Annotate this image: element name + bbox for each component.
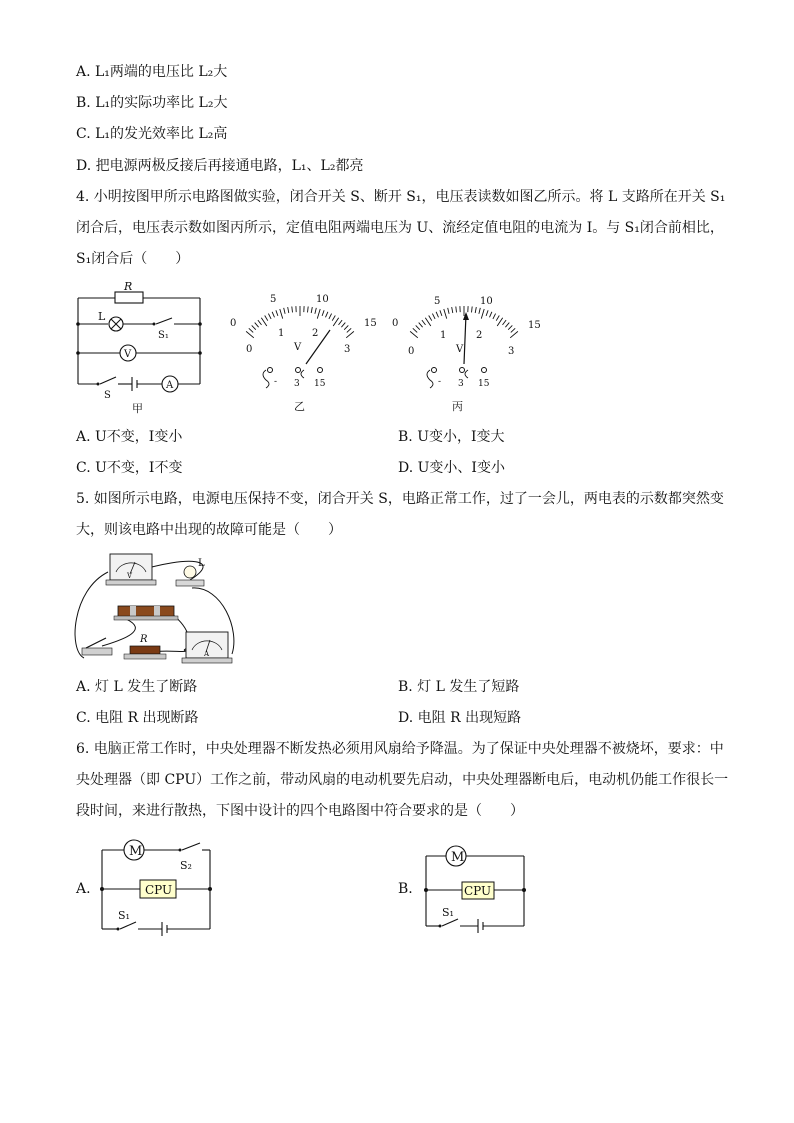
q6-a-s2-label: S₂ [180,859,192,872]
q4-stem-line-1: 4. 小明按图甲所示电路图做实验，闭合开关 S、断开 S₁，电压表读数如图乙所示。将 L 支路所在开关 S₁ [76,189,726,205]
meter-tick [339,320,343,325]
q6-circuit-b [420,842,530,934]
q5-option-b: B. 灯 L 发生了短路 [398,679,520,695]
meter-tick [341,323,345,328]
meter-tick [311,307,312,313]
q3-option-a: A. L₁两端的电压比 L₂大 [76,64,228,80]
q6-fig-a-label: A. [76,881,91,897]
meter-tick [444,309,447,319]
ammeter-symbol: A [166,380,174,391]
scale-top-5: 5 [270,294,277,305]
q6-fig-b-label: B. [398,881,413,897]
meter-tick [315,308,316,314]
q5-option-d: D. 电阻 R 出现短路 [398,710,522,726]
q4-option-b: B. U变小，I变大 [398,429,505,445]
terminal-3: 3 [458,379,464,389]
meter-tick [419,323,423,328]
meter-needle [464,314,466,364]
scale-bottom-1: 1 [440,330,447,341]
meter-tick [440,310,442,316]
q3-option-c: C. L₁的发光效率比 L₂高 [76,126,228,142]
meter-tick [422,320,426,325]
meter-tick [452,307,453,313]
q4-option-d: D. U变小、I变小 [398,460,505,476]
meter-tick [265,316,268,321]
meter-tick [508,325,512,329]
meter-tick [475,307,476,313]
scale-bottom-2: 2 [312,328,319,339]
meter-tick [288,307,289,313]
meter-tick [333,318,339,326]
meter-tick [486,310,488,316]
meter-tick [326,312,328,318]
scale-top-0: 0 [392,318,399,329]
meter-tick [317,309,320,319]
q4-stem-line-3: S₁闭合后（ ） [76,251,190,267]
q6-stem-line-1: 6. 电脑正常工作时，中央处理器不断发热必须用风扇给予降温。为了保证中央处理器不被烧坏，要求：中 [76,741,724,757]
meter-tick [425,318,431,326]
scale-bottom-1: 1 [278,328,285,339]
terminal-3: 3 [294,379,300,389]
scale-bottom-0: 0 [408,346,415,357]
scale-top-5: 5 [434,296,441,307]
fig-caption-jia: 甲 [132,402,143,415]
q4-stem-line-2: 闭合后，电压表示数如图丙所示，定值电阻两端电压为 U、流经定值电阻的电流为 I。与 S₁闭合前相比， [76,220,724,236]
scale-top-10: 10 [480,296,493,307]
q5-option-a: A. 灯 L 发生了断路 [76,679,198,695]
q4-voltmeter-bing [386,288,546,418]
q5-option-c: C. 电阻 R 出现断路 [76,710,199,726]
scale-top-0: 0 [230,318,237,329]
q6-a-motor-label: M [129,844,143,859]
meter-tick [511,328,515,332]
meter-tick [284,308,285,314]
meter-tick [255,323,259,328]
voltmeter-symbol: V [124,349,132,360]
meter-tick [481,309,484,319]
meter-tick [308,307,309,313]
meter-tick [261,318,267,326]
q5-voltmeter-label: V [127,572,133,580]
scale-bottom-3: 3 [344,344,351,355]
meter-tick [249,328,253,332]
q6-b-motor-label: M [451,850,465,865]
scale-bottom-0: 0 [246,344,253,355]
label-s: S [104,390,111,401]
meter-tick [292,307,293,313]
q4-option-a: A. U不变，I变小 [76,429,183,445]
meter-tick [472,307,473,313]
meter-tick [490,312,492,318]
meter-tick [347,328,351,332]
label-s1: S₁ [158,330,169,341]
q6-b-s1-label: S₁ [442,906,454,919]
meter-tick [344,325,348,329]
q5-lamp-label: L [198,558,205,569]
meter-tick [497,318,503,326]
scale-top-15: 15 [528,320,541,331]
q4-voltmeter-yi [222,288,382,418]
scale-bottom-3: 3 [508,346,515,357]
meter-tick [280,309,283,319]
q6-b-cpu-label: CPU [464,884,492,898]
meter-tick [332,316,335,321]
meter-tick [416,325,420,329]
meter-tick [429,316,432,321]
meter-tick [322,310,324,316]
fig-caption-bing: 丙 [452,400,463,413]
meter-tick [276,310,278,316]
q5-stem-line-2: 大，则该电路中出现的故障可能是（ ） [76,522,342,538]
meter-tick [252,325,256,329]
q3-option-d: D. 把电源两极反接后再接通电路，L₁、L₂都亮 [76,158,364,174]
meter-unit: V [294,342,302,353]
meter-tick [413,328,417,332]
q6-stem-line-2: 央处理器（即 CPU）工作之前，带动风扇的电动机要先启动，中央处理器断电后，电动机仍能工作很长一 [76,772,729,788]
meter-tick [503,320,507,325]
q5-physical-circuit [72,550,242,670]
meter-tick [448,308,449,314]
q3-option-b: B. L₁的实际功率比 L₂大 [76,95,228,111]
meter-unit: V [456,344,464,355]
terminal-neg: - [438,377,442,387]
fig-caption-yi: 乙 [294,400,305,413]
q6-circuit-a [96,835,218,937]
q5-resistor-label: R [140,634,148,645]
scale-bottom-2: 2 [476,330,483,341]
meter-tick [479,308,480,314]
q4-option-c: C. U不变，I不变 [76,460,183,476]
meter-tick [505,323,509,328]
q6-stem-line-3: 段时间，来进行散热，下图中设计的四个电路图中符合要求的是（ ） [76,803,524,819]
meter-tick [493,314,496,319]
meter-tick [329,314,332,319]
terminal-15: 15 [314,379,326,389]
q6-a-cpu-label: CPU [145,883,173,897]
label-r: R [124,280,133,293]
meter-tick [272,312,274,318]
terminal-neg: - [274,377,278,387]
q6-a-s1-label: S₁ [118,909,130,922]
q5-ammeter-label: A [204,650,210,658]
meter-tick [432,314,435,319]
q4-circuit-jia [70,280,210,420]
meter-tick [268,314,271,319]
scale-top-10: 10 [316,294,329,305]
terminal-15: 15 [478,379,490,389]
meter-tick [436,312,438,318]
meter-tick [496,316,499,321]
scale-top-15: 15 [364,318,377,329]
meter-tick [258,320,262,325]
q5-stem-line-1: 5. 如图所示电路，电源电压保持不变，闭合开关 S，电路正常工作，过了一会儿，两电表的示数都突然变 [76,491,724,507]
meter-tick [456,307,457,313]
label-l: L [98,310,106,323]
